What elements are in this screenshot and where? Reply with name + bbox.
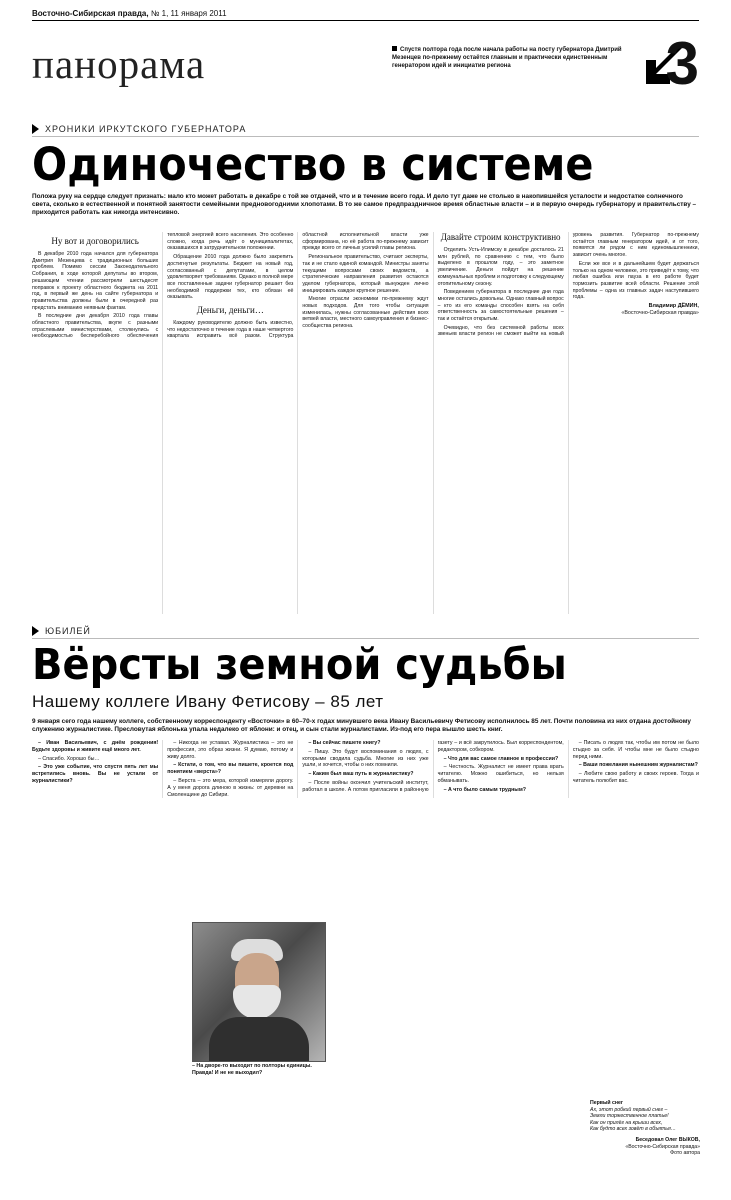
paragraph: Отделить Усть-Илимску в декабре досталось 21 млн рублей, по сравнению с тем, что было выделено в прошлом году, – это заметное увеличение. Деньги пойдут на решение коммунальных проблем и подготовку к следующему отопительному сезону. [437,247,564,287]
signature [573,303,699,316]
rubric-label: ХРОНИКИ ИРКУТСКОГО ГУБЕРНАТОРА [45,124,247,134]
rubric [32,122,699,137]
running-header [32,6,699,21]
answer: – Писать о людях так, чтобы им потом не было стыдно за себя. И чтобы мне не было стыдно перед ними. [572,740,699,760]
answer: – После войны окончил учительский институт, работал в школе. А потом пригласили в районную газету – и всё закрутилось. Был корреспондентом, редактором, собкором. [302,740,564,793]
paragraph: Если же все и в дальнейшем будет держаться только на одном человеке, это приведёт к тому, что любая ошибка или пауза в его работе будет тормозить развитие всей области. Решение этой проблемы – одна из главных задач наступившего года. [572,260,699,301]
poem-title: Первый снег [590,1100,624,1106]
poem-line: Земли торжественное платье! [590,1113,669,1120]
answer: – Спасибо. Хорошо бы… [38,755,100,762]
paragraph: Очевидно, что без системной работы всех звеньев власти регион не сможет выйти на новый уровень развития. Губернатор по-прежнему остаётся главным генератором идей, и от того, появятся ли рядом с ним единомышленники, зависит очень многое. [437,232,699,338]
paragraph: В последние дни декабря 2010 года главы областного правительства, вкупе с разными отраслевыми министерствами, столкнулись с необходимостью бесперебойного обеспечения тепловой энергией всего населения. Это особенно сложно, когда речь идёт о муниципалитетах, оказавшихся в затруднительном положении. [32,232,294,340]
teaser-text: Спустя полтора года после начала работы на посту губернатора Дмитрий Мезенцев по-прежнему остаётся главным и практически единственным генератором идей и инициатив региона [392,47,622,69]
poem-line: Ах, этот робкий первый снег – [590,1106,668,1113]
author-name: Владимир ДЁМИН, [648,303,699,310]
poem-line: Как он прилёг на крыши всех, [590,1119,663,1126]
question: – Каким был ваш путь в журналистику? [308,771,414,778]
paragraph: Каждому руководителю должно быть известно, что недостаточно в течение года в наше четвертого квартала исправить всё разом. Структура областной исполнительной власти уже сформирована, но её работа по-прежнему зависит прежде всего от личных усилий главы региона. [167,232,429,340]
question: – А что было самым трудным? [443,786,526,793]
paragraph: В декабре 2010 года начался для губернатора Дмитрия Мезенцева с традиционных больших проблем. Помимо сессии Законодательного Собрания, в ходе которой депутаты во втором, решающем чтении рассмотрели шестьдесят поправок к проекту областного бюджета на 2011 год, в первый же день на сайте губернатора и правительства должны были в очередной раз предстать вниманию неявным фактам. [32,251,159,311]
publication-name: Восточно-Сибирская правда, [32,8,149,18]
photo-caption: – На дворе-то выходит по полторы единицы. Правда! И не не выходил? [192,1063,312,1076]
article-lead: 9 января сего года нашему коллеге, собственному корреспонденту «Восточки» в 60–70-х годах минувшего века Ивану Васильевичу Фетисову исполнилось 85 лет. Почти половина из них отдана достойному служению журналистике. Пресловутая яблонька упала недалеко от яблони: и отец, и сын стали журналистами. Из-под его пера вышло шесть книг. [32,718,691,733]
teaser [392,46,632,70]
page-number: 3 [665,30,699,97]
article-body [32,232,699,614]
issue-info: № 1, 11 января 2011 [150,8,227,18]
article-lead: Положа руку на сердце следует признать: мало кто может работать в декабре с той же отдачей, что и в течение всего года. И дело тут даже не столько в накопившейся усталости и недостатке солнечного света, сколько в естественной и понятной занятости семейными предновогодними хлопотами. В то же самое предпраздничное время областные власти – и в первую очередь губернатору и правительству – приходится работать как никогда интенсивно. [32,193,697,217]
question: – Что для вас самое главное в профессии? [443,755,559,762]
subheading: Ну вот и договорились [51,236,139,246]
question: – Вы сейчас пишете книгу? [308,740,381,746]
rubric-label: ЮБИЛЕЙ [45,626,91,636]
subheadline: Нашему коллеге Ивану Фетисову – 85 лет [32,692,384,711]
answer: – Честность. Журналист не имеет права врать читателю. Можно ошибиться, но нельзя обманывать. [437,764,564,784]
interview-columns [32,740,699,798]
author-org: «Восточно-Сибирская правда» [621,309,699,316]
paragraph: Многие отрасли экономики по-прежнему ждут новых подходов. Для того чтобы ситуация изменилась, нужны согласованные действия всех ветвей власти, местного самоуправления и бизнес-сообщества региона. [302,296,429,330]
question: – Это уже событие, что спустя пять лет мы встретились вновь. Вы не устали от журналистики? [32,764,159,784]
question: – Иван Васильевич, с днём рождения! Будьте здоровы и живите ещё много лет. [32,740,159,753]
rubric [32,624,699,639]
headline: Вёрсты земной судьбы [32,640,567,690]
interviewer-org: «Восточно-Сибирская правда» [625,1143,700,1150]
paragraph: Региональное правительство, считают эксперты, так и не стало единой командой. Министры заняты текущими вопросами своих ведомств, а стратегические направления развития остаются уделом губернатора, который вынужден лично инициировать каждое крупное решение. [302,254,429,294]
interviewer-name: Беседовал Олег ВЫКОВ, [635,1136,700,1143]
question: – Ваши пожелания нынешним журналистам? [578,762,698,769]
headline: Одиночество в системе [32,138,594,191]
bullet-square-icon [392,46,397,51]
subheading: Деньги, деньги… [196,305,264,316]
section-band [32,30,699,102]
interviewer [590,1137,700,1157]
paragraph: Обращение 2010 года должно было закрепить достигнутые результаты. Бюджет на новый год, согласованный с депутатами, в целом удовлетворяет требованиям. Однако в полной мере все поставленные задачи губернатор решает без необходимой поддержки тех, кто обязан её оказывать. [167,254,294,301]
subheading: Давайте строим конструктивно [440,232,561,242]
paragraph: Поведением губернатора в последние дни года многие остались довольны. Однако главный вопрос – кто из его команды способен взять на себя ответственность за самостоятельные решения – так и остаётся открытым. [437,289,564,323]
answer: – Пишу. Это будут воспоминания о людях, с которыми сводила судьба. Многие из них уже ушли, и хочется, чтобы о них помнили. [302,748,429,769]
answer: – Верста – это мера, которой измеряли дорогу. А у меня дорога длиною в жизнь: от деревни на Смоленщине до Сибири. [167,777,294,798]
triangle-icon [32,124,39,134]
question: – Кстати, о том, что вы пишете, кроется под понятием «верста»? [167,762,294,776]
poem-line: Как будто всех зовёт в объятья… [590,1126,676,1133]
answer: – Любите свою работу и своих героев. Тогда и читатель полюбит вас. [572,771,699,784]
portrait-photo [192,922,326,1062]
photo-credit: Фото автора [670,1150,700,1157]
answer: – Никогда не уставал. Журналистика – это не профессия, это образ жизни. Я думаю, потому и живу долго. [167,740,294,760]
poem [590,1100,700,1157]
triangle-icon [32,626,39,636]
section-title: панорама [32,41,206,87]
